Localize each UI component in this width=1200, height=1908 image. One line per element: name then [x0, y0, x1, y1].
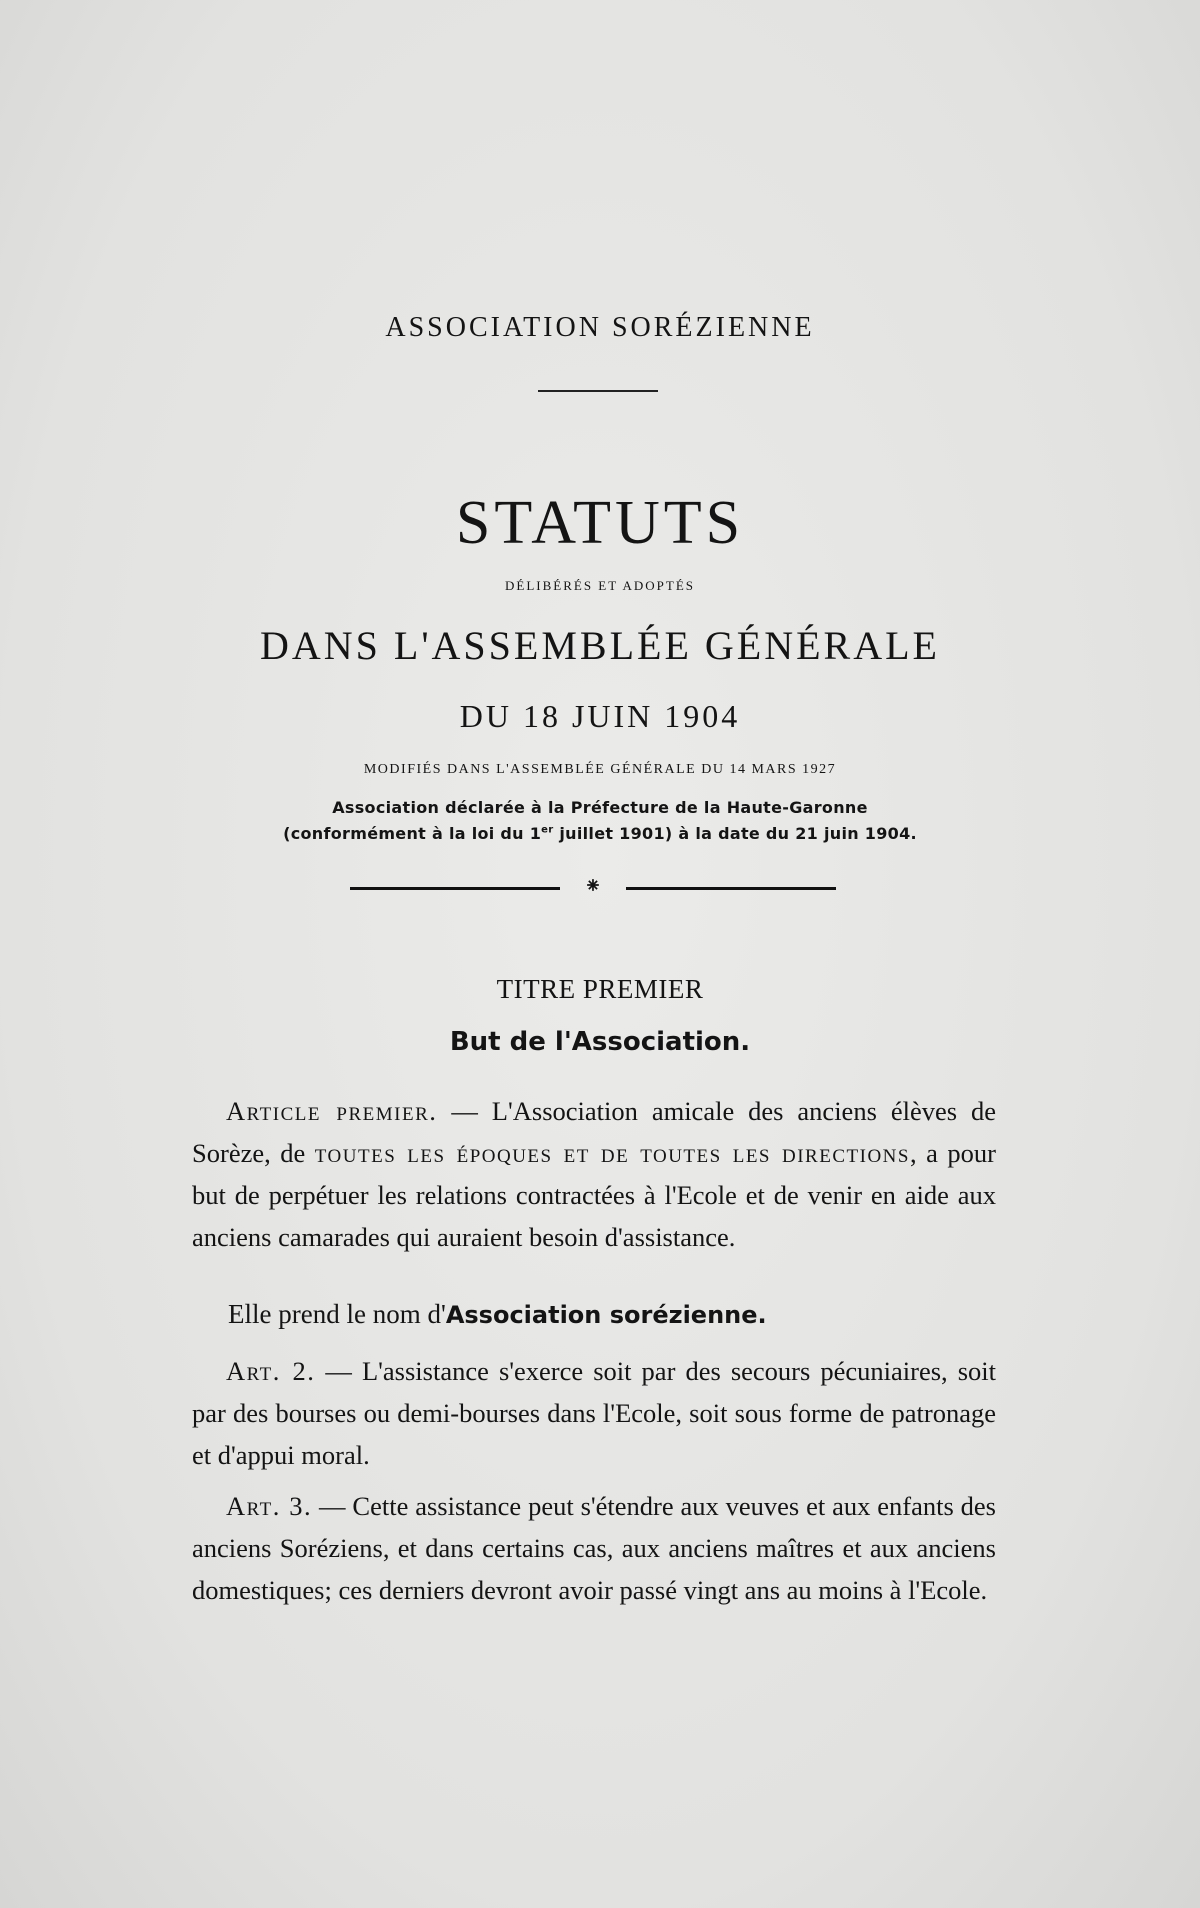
article-1-p2-text: Elle prend le nom d' — [228, 1299, 446, 1329]
declaration-text-b: juillet 1901) à la date du 21 juin 1904. — [553, 824, 917, 843]
article-1-caps: toutes les époques et de toutes les directions — [314, 1138, 910, 1168]
declaration-text-a: (conformément à la loi du 1 — [283, 824, 542, 843]
article-3-text: — Cette assistance peut s'étendre aux veuves et aux enfants des anciens Soréziens, et dans certains cas, aux anciens maîtres et aux anciens domestiques; ces derniers devront avoir passé vingt ans au moins à l'Ecole. — [192, 1491, 996, 1605]
declaration-superscript: er — [541, 824, 554, 836]
ornament-line-left — [350, 887, 560, 890]
article-3-label: Art. 3. — [226, 1491, 313, 1521]
article-2-label: Art. 2. — [226, 1356, 316, 1386]
subtitle: DÉLIBÉRÉS ET ADOPTÉS — [505, 578, 695, 593]
article-3 — [192, 1485, 996, 1611]
short-divider — [538, 390, 658, 392]
assembly-date: DU 18 JUIN 1904 — [459, 698, 741, 734]
ornament-line-right — [626, 887, 836, 890]
article-2-text: — L'assistance s'exerce soit par des secours pécuniaires, soit par des bourses ou demi-bourses dans l'Ecole, soit sous forme de patronage et d'appui moral. — [192, 1356, 996, 1470]
document-title: STATUTS — [455, 489, 745, 557]
modified-note: MODIFIÉS DANS L'ASSEMBLÉE GÉNÉRALE DU 14 MARS 1927 — [363, 762, 837, 777]
section-heading: But de l'Association. — [449, 1027, 751, 1057]
article-1-p2-bold: Association sorézienne. — [445, 1301, 767, 1329]
declaration-line-2 — [0, 824, 1200, 843]
section-title: TITRE PREMIER — [496, 974, 704, 1004]
article-1-text-b: , a pour but de perpétuer les relations contractées à l'Ecole et de venir en aide aux anciens camarades qui auraient besoin d'assistance. — [192, 1138, 996, 1252]
ornamental-divider — [350, 872, 836, 902]
article-1-label: Article premier. — [226, 1096, 438, 1126]
article-1-text-a: — L'Association amicale des anciens élèves de Sorèze, de — [192, 1096, 996, 1168]
article-1-paragraph-2 — [228, 1294, 988, 1335]
assembly-line: DANS L'ASSEMBLÉE GÉNÉRALE — [260, 623, 940, 668]
article-2 — [192, 1350, 996, 1476]
fleuron-icon: ⁕ — [583, 874, 603, 899]
article-1 — [192, 1090, 996, 1258]
declaration-line-1: Association déclarée à la Préfecture de la Haute-Garonne — [332, 798, 868, 817]
association-name: ASSOCIATION SORÉZIENNE — [385, 312, 815, 343]
